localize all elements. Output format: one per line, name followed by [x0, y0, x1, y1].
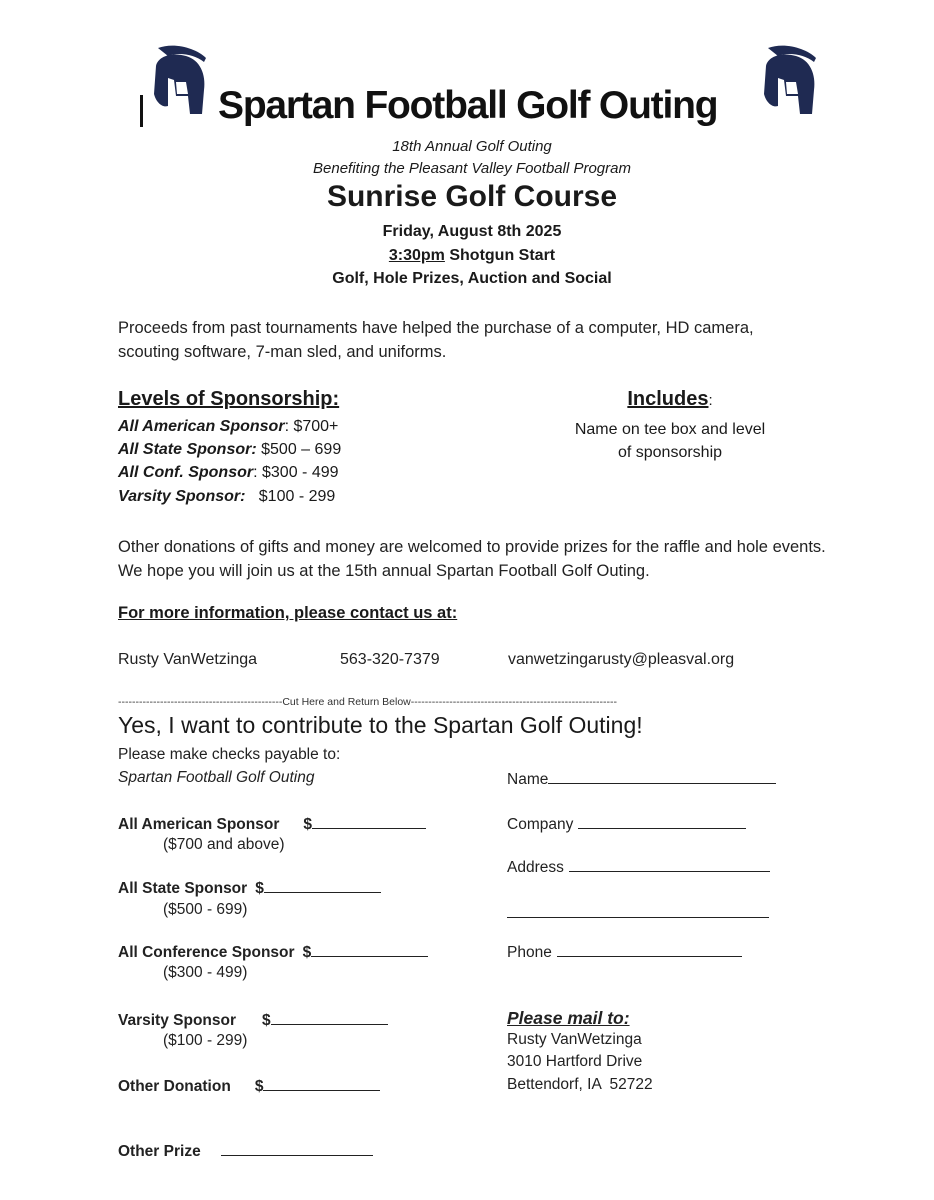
sponsor-option-label: Varsity Sponsor [118, 1012, 237, 1029]
form-heading: Yes, I want to contribute to the Spartan Golf Outing! [118, 712, 643, 738]
amount-blank-field[interactable] [311, 942, 428, 957]
address-field[interactable] [569, 857, 770, 872]
sponsor-option-row [118, 1010, 388, 1030]
includes-text-line: Name on tee box and level [574, 421, 766, 438]
sponsor-level-name: Varsity Sponsor: [118, 488, 246, 505]
spartan-helmet-logo-right [756, 44, 820, 120]
phone-field[interactable] [557, 942, 742, 957]
sponsor-level-amount: $300 - 499 [257, 464, 339, 481]
sponsor-level-row [118, 488, 335, 506]
sponsor-option-row [118, 814, 426, 834]
other-prize-label: Other Prize [118, 1143, 201, 1160]
amount-blank-field[interactable] [271, 1010, 388, 1025]
event-date: Friday, August 8th 2025 [382, 223, 562, 240]
sponsorship-heading: Levels of Sponsorship: [118, 388, 340, 410]
sponsor-level-name: All Conf. Sponsor [118, 464, 254, 481]
address-line-2-field[interactable] [507, 903, 769, 918]
sponsor-option-range: ($500 - 699) [163, 901, 248, 918]
mail-address-line: 3010 Hartford Drive [507, 1053, 643, 1070]
sponsor-level-colon: : [253, 464, 258, 481]
sponsor-level-name: All American Sponsor [118, 418, 285, 435]
includes-colon: : [708, 392, 713, 409]
includes-heading-wrap [548, 388, 792, 411]
contact-phone: 563-320-7379 [340, 651, 440, 668]
sponsor-level-amount: $500 – 699 [256, 441, 342, 458]
checks-payee: Spartan Football Golf Outing [118, 769, 315, 786]
company-field-row [507, 814, 746, 834]
course-name: Sunrise Golf Course [326, 180, 618, 213]
mail-address-line: Rusty VanWetzinga [507, 1031, 642, 1048]
other-prize-blank-field[interactable] [221, 1141, 373, 1156]
donations-paragraph: Other donations of gifts and money are welcomed to provide prizes for the raffle and hole events. We hope you will join us at the 15th annual Spartan Football Golf Outing. [118, 538, 826, 580]
dollar-sign: $ [254, 1078, 264, 1095]
sponsor-level-colon: : [284, 418, 290, 435]
sponsor-level-row [118, 464, 339, 482]
title-divider-mark [140, 95, 143, 127]
address-field-row [507, 857, 770, 877]
sponsor-option-range: ($300 - 499) [163, 964, 248, 981]
sponsor-level-row [118, 418, 338, 436]
contact-name: Rusty VanWetzinga [118, 651, 258, 668]
sponsor-option-label: All Conference Sponsor [118, 944, 295, 961]
sponsor-option-row [118, 878, 381, 898]
includes-heading: Includes [627, 388, 709, 410]
sponsor-level-amount: $700+ [289, 418, 339, 435]
company-field[interactable] [578, 814, 746, 829]
event-start-time [0, 247, 934, 265]
event-activities: Golf, Hole Prizes, Auction and Social [332, 270, 612, 287]
name-field[interactable] [548, 769, 776, 784]
cut-line: -----------------------------------------------Cut Here and Return Below----------------------------------------------------------- [118, 696, 618, 708]
intro-paragraph: Proceeds from past tournaments have helped the purchase of a computer, HD camera, scouting software, 7-man sled, and uniforms. [118, 319, 754, 361]
page-title: Spartan Football Golf Outing [218, 84, 718, 127]
annual-subtitle: 18th Annual Golf Outing [392, 138, 552, 155]
dollar-sign: $ [262, 1012, 271, 1029]
sponsor-level-amount: $100 - 299 [245, 488, 336, 505]
dollar-sign: $ [303, 816, 312, 833]
dollar-sign: $ [302, 944, 312, 961]
start-time: 3:30pm [388, 247, 445, 264]
contact-heading: For more information, please contact us at: [118, 604, 458, 622]
other-donation-row [118, 1076, 380, 1096]
mail-to-heading: Please mail to: [507, 1008, 630, 1028]
contact-email: vanwetzingarusty@pleasval.org [508, 651, 735, 668]
spartan-helmet-logo-left [146, 44, 210, 120]
includes-text-line: of sponsorship [617, 444, 723, 461]
sponsor-option-row [118, 942, 428, 962]
amount-blank-field[interactable] [312, 814, 426, 829]
sponsor-option-range: ($700 and above) [163, 836, 285, 853]
start-type: Shotgun Start [444, 247, 556, 264]
benefit-subtitle: Benefiting the Pleasant Valley Football Program [313, 160, 631, 177]
phone-label: Phone [507, 944, 552, 961]
phone-field-row [507, 942, 742, 962]
sponsor-option-label: All American Sponsor [118, 816, 280, 833]
name-field-row [507, 769, 776, 789]
checks-label: Please make checks payable to: [118, 746, 341, 763]
amount-blank-field[interactable] [263, 1076, 380, 1091]
other-donation-label: Other Donation [118, 1078, 231, 1095]
sponsor-option-label: All State Sponsor [118, 880, 248, 897]
sponsor-option-range: ($100 - 299) [163, 1032, 248, 1049]
sponsor-level-name: All State Sponsor: [118, 441, 257, 458]
company-label: Company [507, 816, 574, 833]
address-label: Address [507, 859, 564, 876]
mail-address-line: Bettendorf, IA 52722 [507, 1076, 653, 1093]
sponsor-level-row [118, 441, 341, 459]
amount-blank-field[interactable] [264, 878, 381, 893]
name-label: Name [507, 771, 549, 788]
other-prize-row [118, 1141, 373, 1161]
dollar-sign: $ [255, 880, 264, 897]
